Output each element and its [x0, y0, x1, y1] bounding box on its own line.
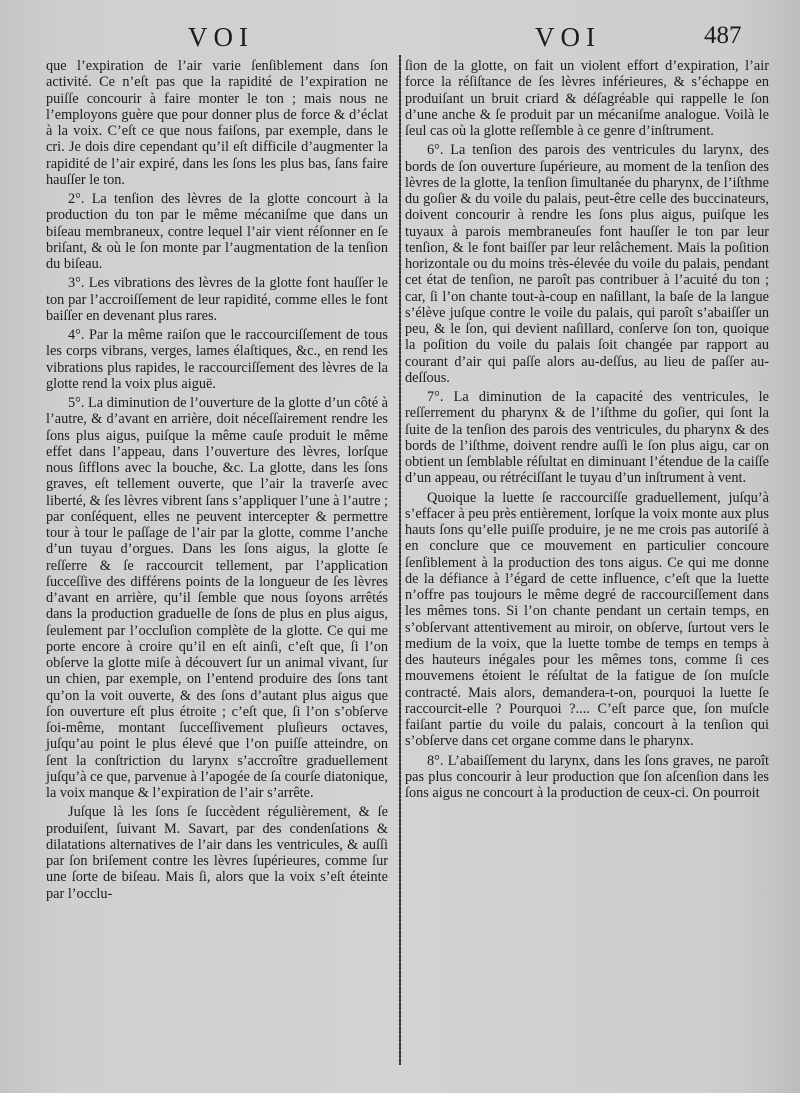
paragraph: 8°. L’abaiſſement du larynx, dans les ſons graves, ne paroît pas plus concourir à leur production que ſon aſcenſion dans les ſons aigus ne concourt à la production de ceux-ci. On pourroit — [405, 752, 769, 801]
paragraph: 3°. Les vibrations des lèvres de la glotte font hauſſer le ton par l’accroiſſement de leur rapidité, comme elles le font baiſſer en devenant plus rares. — [46, 275, 388, 324]
left-column — [46, 58, 388, 902]
paragraph: 5°. La diminution de l’ouverture de la glotte d’un côté à l’autre, & d’avant en arrière, doit néceſſairement rendre les ſons plus aigus, puiſque la même cauſe produit le même effet dans l’appeau, dans l’ouverture des lèvres, lorſque nous ſifflons avec la bouche, &c. La glotte, dans les ſons graves, eſt tellement ouverte, que l’air la traverſe avec liberté, & ſes lèvres vibrent ſans s’appliquer l’une à l’autre ; par conſéquent, elles ne peuvent intercepter & permettre tour à tour le paſſage de l’air par la glotte, comme l’anche d’un tuyau d’orgues. Dans les ſons aigus, la glotte ſe reſſerre & ſe raccourcit tellement, par l’application ſucceſſive des différens points de la longueur de ſes lèvres d’avant en arrière, qu’il ſemble que nous ſoyons arrêtés dans la production graduelle de ſons de plus en plus aigus, ſeulement par l’occluſion complète de la glotte. Ce qui me porte encore à croire qu’il en eſt ainſi, c’eſt que, ſi l’on obſerve la glotte miſe à découvert ſur un animal vivant, ſur un chien, par exemple, on l’entend produire des ſons tant qu’on la voit ouverte, & des ſons d’autant plus aigus que ſon ouverture eſt plus étroite ; c’eſt que, ſi l’on s’obſerve ſoi-même, montant ſucceſſivement pluſieurs octaves, juſqu’au point le plus élevé que l’on puiſſe atteindre, on ſent la conſtriction du larynx s’accroître graduellement juſqu’à ce que, parvenue à l’apogée de ſa courſe diatonique, la voix manque & l’expiration de l’air s’arrête. — [46, 395, 388, 801]
paragraph: 7°. La diminution de la capacité des ventricules, le reſſerrement du pharynx & de l’iſthme du goſier, qui ſont la ſuite de la tenſion des parois des ventricules, du pharynx & des bords de l’iſthme, doivent rendre auſſi le ſon plus aigu, car on obtient un ſemblable réſultat en diminuant l’étendue de la caiſſe d’un appeau, ou rétréciſſant le tuyau d’un inſtrument à vent. — [405, 389, 769, 487]
paragraph: 6°. La tenſion des parois des ventricules du larynx, des bords de ſon ouverture ſupérieure, au moment de la tenſion des lèvres de la glotte, la tenſion ſimultanée du pharynx, de l’iſthme du goſier & du voile du palais, peut-être celle des buccinateurs, doivent concourir à rendre les ſons plus aigus, puiſque les tuyaux à parois membraneuſes font hauſſer le ton par leur tenſion, & le font baiſſer par leur relâchement. Mais la poſition horizontale ou du moins très-élevée du voile du palais, pendant cet état de tenſion, ne paroît pas contribuer à l’acuité du ton ; car, ſi l’on chante tout-à-coup en naſillant, la baſe de la langue s’élève juſque contre le voile du palais, qui paroît s’abaiſſer un peu, & le ſon, qui devient naſillard, conſerve ſon ton, quoique la poſition du voile du palais ſoit changée par rapport au courant d’air qui paſſe alors au-deſſus, au lieu de paſſer au-deſſous. — [405, 142, 769, 386]
header-right-title: VOI — [535, 22, 601, 52]
right-column — [405, 58, 769, 801]
column-divider — [399, 55, 401, 1065]
paragraph: 2°. La tenſion des lèvres de la glotte concourt à la production du ton par le même mécaniſme que dans un biſeau membraneux, contre lequel l’air vient réſonner en ſe briſant, & où le ſon monte par l’augmentation de la tenſion du biſeau. — [46, 191, 388, 272]
header-left-title: VOI — [188, 22, 254, 52]
paragraph: que l’expiration de l’air varie ſenſiblement dans ſon activité. Ce n’eſt pas que la rapidité de l’expiration ne puiſſe concourir à faire monter le ton ; mais nous ne l’employons guère que pour donner plus de force & d’éclat à la voix. C’eſt ce que nous faiſons, par exemple, dans le cri. Je dois dire cependant qu’il eſt difficile d’augmenter la rapidité de l’air expiré, dans les ſons les plus bas, ſans faire hauſſer le ton. — [46, 58, 388, 188]
paragraph: 4°. Par la même raiſon que le raccourciſſement de tous les corps vibrans, verges, lames élaſtiques, &c., en rend les vibrations plus rapides, le raccourciſſement des lèvres de la glotte rend la voix plus aiguë. — [46, 327, 388, 392]
running-header — [0, 22, 800, 54]
paragraph: ſion de la glotte, on fait un violent effort d’expiration, l’air force la réſiſtance de ſes lèvres inférieures, & s’échappe en produiſant un bruit criard & déſagréable qui rappelle le ſon d’une anche & ſe produit par un mécaniſme analogue. Voilà le ſeul cas où la glotte reſſemble à ce genre d’inſtrument. — [405, 58, 769, 139]
paragraph: Quoique la luette ſe raccourciſſe graduellement, juſqu’à s’effacer à peu près entièrement, lorſque la voix monte aux plus hauts ſons qu’elle puiſſe produire, je ne me crois pas autoriſé à en conclure que ce mouvement en particulier concoure ſenſiblement à la production des tons aigus. Ce qui me donne de la défiance à l’égard de cette influence, c’eſt que la luette n’offre pas toujours le même degré de raccourciſſement dans les mêmes tons. Si l’on chante pendant un certain temps, en s’obſervant attentivement au miroir, on obſerve, ſurtout vers le medium de la voix, que la luette tombe de temps en temps à des hauteurs inégales pour les mêmes tons, comme ſi ces mouvemens étoient le réſultat de la fatigue de ſon muſcle contracté. Mais alors, demandera-t-on, pourquoi la luette ſe raccourcit-elle ? Pourquoi ?.... C’eſt parce que, ſon muſcle faiſant partie du voile du palais, concourt à la tenſion qui s’obſerve dans cet organe comme dans le pharynx. — [405, 489, 769, 750]
paragraph: Juſque là les ſons ſe ſuccèdent régulièrement, & ſe produiſent, ſuivant M. Savart, par des condenſations & dilatations alternatives de l’air dans les ventricules, & auſſi par ſon briſement contre les lèvres ſupérieures, comme ſur une ſorte de biſeau. Mais ſi, alors que la voix s’eſt éteinte par l’occlu- — [46, 804, 388, 902]
page-number: 487 — [704, 22, 742, 49]
